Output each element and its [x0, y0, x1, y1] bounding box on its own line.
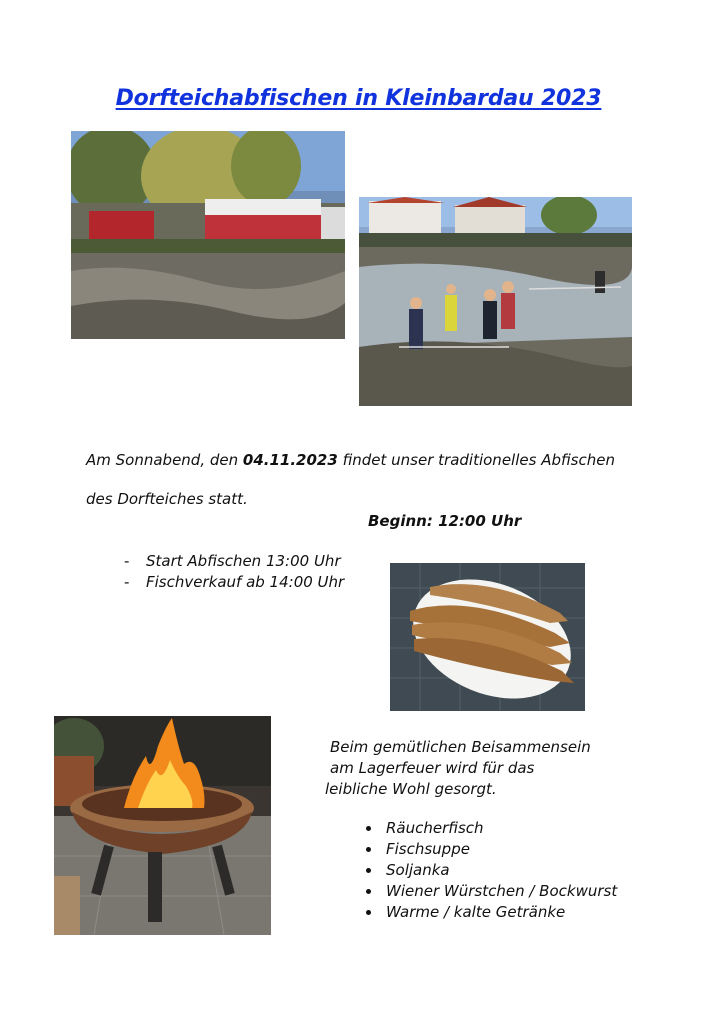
schedule-item: - Start Abfischen 13:00 Uhr: [124, 551, 344, 572]
offering-item: Warme / kalte Getränke: [364, 902, 617, 923]
page-title: Dorfteichabfischen in Kleinbardau 2023: [115, 86, 602, 111]
event-date: 04.11.2023: [242, 451, 338, 469]
schedule-item: - Fischverkauf ab 14:00 Uhr: [124, 572, 344, 593]
gathering-line-3: leibliche Wohl gesorgt.: [325, 780, 497, 798]
intro-line-2: des Dorfteiches statt.: [86, 490, 248, 508]
start-time: Beginn: 12:00 Uhr: [368, 512, 522, 530]
gathering-line-2: am Lagerfeuer wird für das: [330, 759, 535, 777]
kids-fishing-photo: [359, 197, 632, 406]
offering-item: Soljanka: [364, 860, 617, 881]
offering-item: Wiener Würstchen / Bockwurst: [364, 881, 617, 902]
fire-pit-photo: [54, 716, 271, 935]
pond-tent-photo: [71, 131, 345, 339]
offerings-list: [364, 818, 617, 923]
schedule-list: [124, 551, 344, 593]
offering-item: Räucherfisch: [364, 818, 617, 839]
intro-suffix: findet unser traditionelles Abfischen: [337, 451, 615, 469]
intro-line-1: [86, 450, 615, 470]
gathering-line-1: Beim gemütlichen Beisammensein: [330, 738, 591, 756]
offering-item: Fischsuppe: [364, 839, 617, 860]
intro-prefix: Am Sonnabend, den: [86, 451, 243, 469]
smoked-fish-photo: [390, 563, 585, 711]
